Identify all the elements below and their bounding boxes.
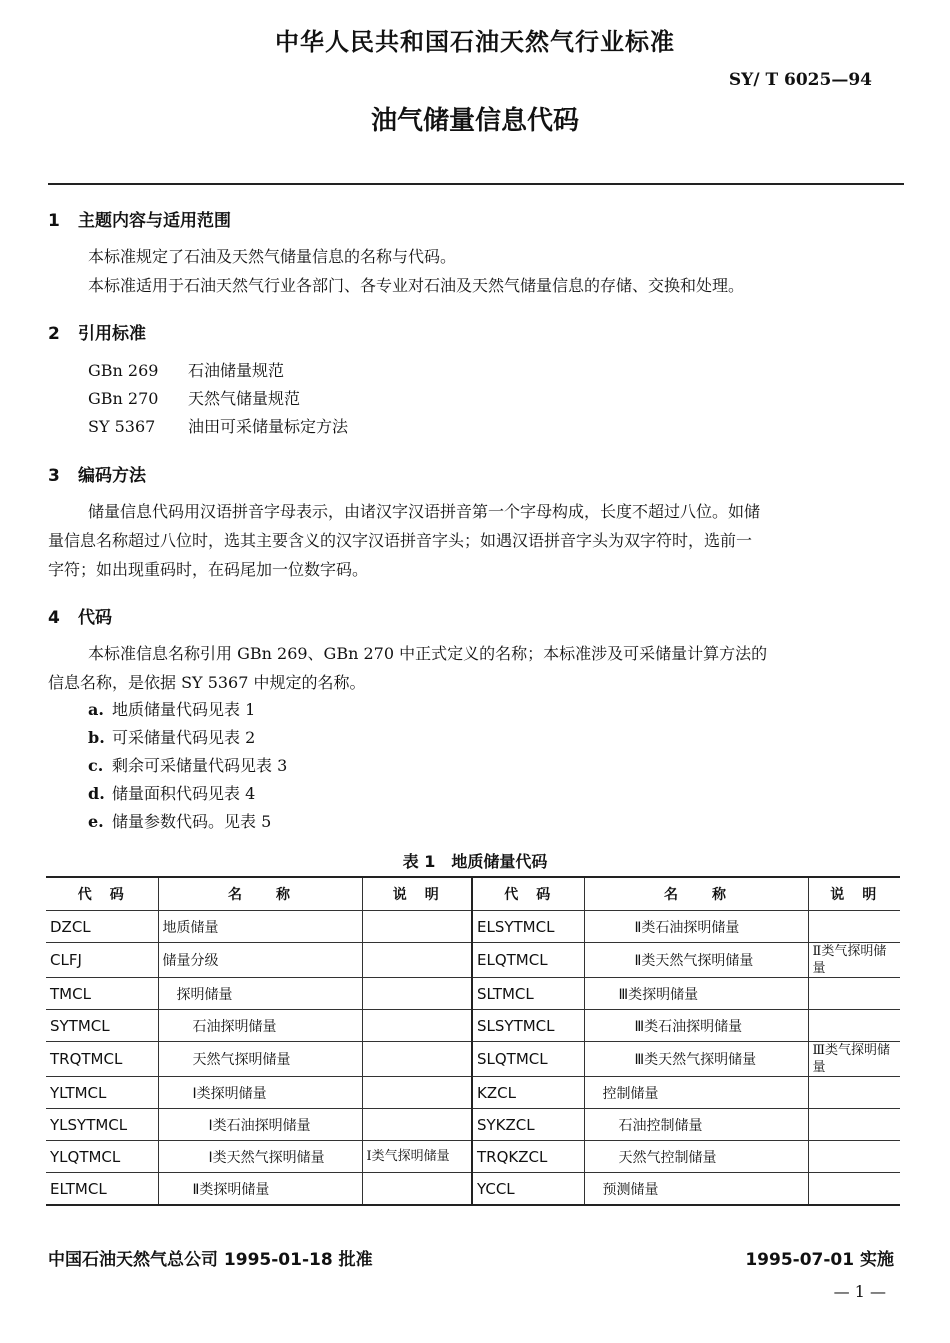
code-cell: SLSYTMCL (472, 1010, 584, 1042)
list-item (88, 724, 255, 752)
note-cell: Ⅲ类气探明储量 (808, 1042, 900, 1077)
table-row (46, 1042, 900, 1077)
column-header-code: 代 码 (46, 877, 158, 911)
table-row (46, 1077, 900, 1109)
standard-code: SY/ T 6025—94 (728, 70, 872, 90)
list-item-text: 剩余可采储量代码见表 3 (112, 756, 288, 775)
note-cell (362, 943, 472, 978)
column-header-note: 说 明 (808, 877, 900, 911)
reference-name: 石油储量规范 (188, 361, 285, 380)
name-cell: 石油探明储量 (158, 1010, 362, 1042)
list-item-label: c. (88, 756, 104, 775)
name-cell: 探明储量 (158, 978, 362, 1010)
note-cell (808, 911, 900, 943)
code-cell: SYKZCL (472, 1109, 584, 1141)
code-cell: SYTMCL (46, 1010, 158, 1042)
code-cell: SLQTMCL (472, 1042, 584, 1077)
column-header-note: 说 明 (362, 877, 472, 911)
column-header-name: 名 称 (584, 877, 808, 911)
code-cell: CLFJ (46, 943, 158, 978)
column-header-code: 代 码 (472, 877, 584, 911)
section-title: 编码方法 (78, 466, 146, 486)
table-header-row (46, 877, 900, 911)
name-cell: 地质储量 (158, 911, 362, 943)
name-cell: 储量分级 (158, 943, 362, 978)
list-item-text: 地质储量代码见表 1 (112, 700, 256, 719)
section-1-heading (48, 206, 231, 231)
section-1-paragraph-1: 本标准规定了石油及天然气储量信息的名称与代码。 (88, 247, 457, 266)
section-title: 主题内容与适用范围 (78, 211, 231, 231)
section-3-line-1: 储量信息代码用汉语拼音字母表示，由诸汉字汉语拼音第一个字母构成，长度不超过八位。如储 (88, 502, 761, 521)
note-cell (808, 1077, 900, 1109)
name-cell: Ⅱ类石油探明储量 (584, 911, 808, 943)
code-cell: TMCL (46, 978, 158, 1010)
section-number: 2 (48, 324, 60, 344)
note-cell (808, 978, 900, 1010)
name-cell: Ⅱ类探明储量 (158, 1173, 362, 1206)
note-cell (808, 1010, 900, 1042)
note-cell (362, 978, 472, 1010)
code-cell: ELTMCL (46, 1173, 158, 1206)
name-cell: 石油控制储量 (584, 1109, 808, 1141)
column-header-name: 名 称 (158, 877, 362, 911)
table-row (46, 911, 900, 943)
code-cell: DZCL (46, 911, 158, 943)
code-cell: YCCL (472, 1173, 584, 1206)
note-cell (362, 1173, 472, 1206)
name-cell: Ⅰ类探明储量 (158, 1077, 362, 1109)
note-cell (362, 1010, 472, 1042)
list-item (88, 752, 287, 780)
list-item (88, 808, 271, 836)
section-4-line-2: 信息名称，是依据 SY 5367 中规定的名称。 (48, 673, 366, 692)
document-title: 油气储量信息代码 (370, 106, 579, 136)
reference-name: 天然气储量规范 (188, 389, 301, 408)
section-number: 4 (48, 608, 60, 628)
section-4-heading (48, 603, 112, 628)
section-3-line-3: 字符；如出现重码时，在码尾加一位数字码。 (48, 560, 369, 579)
org-title: 中华人民共和国石油天然气行业标准 (275, 28, 675, 56)
code-cell: YLQTMCL (46, 1141, 158, 1173)
reference-item (88, 357, 284, 385)
list-item-label: d. (88, 784, 105, 803)
reference-code: GBn 269 (88, 361, 159, 380)
list-item-text: 储量面积代码见表 4 (112, 784, 256, 803)
note-cell (362, 1042, 472, 1077)
code-cell: YLSYTMCL (46, 1109, 158, 1141)
geological-reserves-code-table (46, 876, 900, 1206)
section-1-paragraph-2: 本标准适用于石油天然气行业各部门、各专业对石油及天然气储量信息的存储、交换和处理。 (88, 276, 745, 295)
table-caption: 表 1 地质储量代码 (402, 852, 548, 871)
name-cell: 控制储量 (584, 1077, 808, 1109)
name-cell: Ⅰ类石油探明储量 (158, 1109, 362, 1141)
section-number: 3 (48, 466, 60, 486)
list-item-text: 储量参数代码。见表 5 (112, 812, 272, 831)
note-cell: Ⅱ类气探明储量 (808, 943, 900, 978)
name-cell: 预测储量 (584, 1173, 808, 1206)
section-title: 代码 (78, 608, 112, 628)
reference-item (88, 385, 300, 413)
table-row (46, 943, 900, 978)
section-title: 引用标准 (78, 324, 146, 344)
header-rule (48, 183, 904, 185)
reference-code: SY 5367 (88, 417, 156, 436)
table-row (46, 1010, 900, 1042)
note-cell: Ⅰ类气探明储量 (362, 1141, 472, 1173)
note-cell (808, 1109, 900, 1141)
section-number: 1 (48, 211, 60, 231)
list-item-label: a. (88, 700, 104, 719)
list-item-text: 可采储量代码见表 2 (112, 728, 256, 747)
name-cell: 天然气探明储量 (158, 1042, 362, 1077)
reference-code: GBn 270 (88, 389, 159, 408)
section-3-line-2: 量信息名称超过八位时，选其主要含义的汉字汉语拼音字头；如遇汉语拼音字头为双字符时，选前一 (48, 531, 753, 550)
name-cell: Ⅰ类天然气探明储量 (158, 1141, 362, 1173)
code-cell: SLTMCL (472, 978, 584, 1010)
list-item-label: b. (88, 728, 105, 747)
effective-date: 1995-07-01 实施 (745, 1250, 894, 1270)
note-cell (362, 1109, 472, 1141)
name-cell: Ⅲ类探明储量 (584, 978, 808, 1010)
reference-item (88, 413, 348, 441)
reference-name: 油田可采储量标定方法 (188, 417, 349, 436)
code-cell: TRQKZCL (472, 1141, 584, 1173)
code-cell: ELSYTMCL (472, 911, 584, 943)
code-cell: YLTMCL (46, 1077, 158, 1109)
code-cell: ELQTMCL (472, 943, 584, 978)
name-cell: 天然气控制储量 (584, 1141, 808, 1173)
name-cell: Ⅱ类天然气探明储量 (584, 943, 808, 978)
code-cell: TRQTMCL (46, 1042, 158, 1077)
name-cell: Ⅲ类石油探明储量 (584, 1010, 808, 1042)
list-item (88, 696, 255, 724)
table-row (46, 1109, 900, 1141)
code-cell: KZCL (472, 1077, 584, 1109)
note-cell (362, 1077, 472, 1109)
table-row (46, 1173, 900, 1206)
section-3-heading (48, 461, 146, 486)
section-2-heading (48, 319, 146, 344)
table-row (46, 978, 900, 1010)
section-4-line-1: 本标准信息名称引用 GBn 269、GBn 270 中正式定义的名称；本标准涉及可采储量计算方法的 (88, 644, 768, 663)
approval-info: 中国石油天然气总公司 1995-01-18 批准 (48, 1250, 373, 1270)
page-number: — 1 — (833, 1282, 886, 1301)
list-item-label: e. (88, 812, 104, 831)
note-cell (808, 1141, 900, 1173)
note-cell (362, 911, 472, 943)
note-cell (808, 1173, 900, 1206)
name-cell: Ⅲ类天然气探明储量 (584, 1042, 808, 1077)
table-row (46, 1141, 900, 1173)
list-item (88, 780, 255, 808)
